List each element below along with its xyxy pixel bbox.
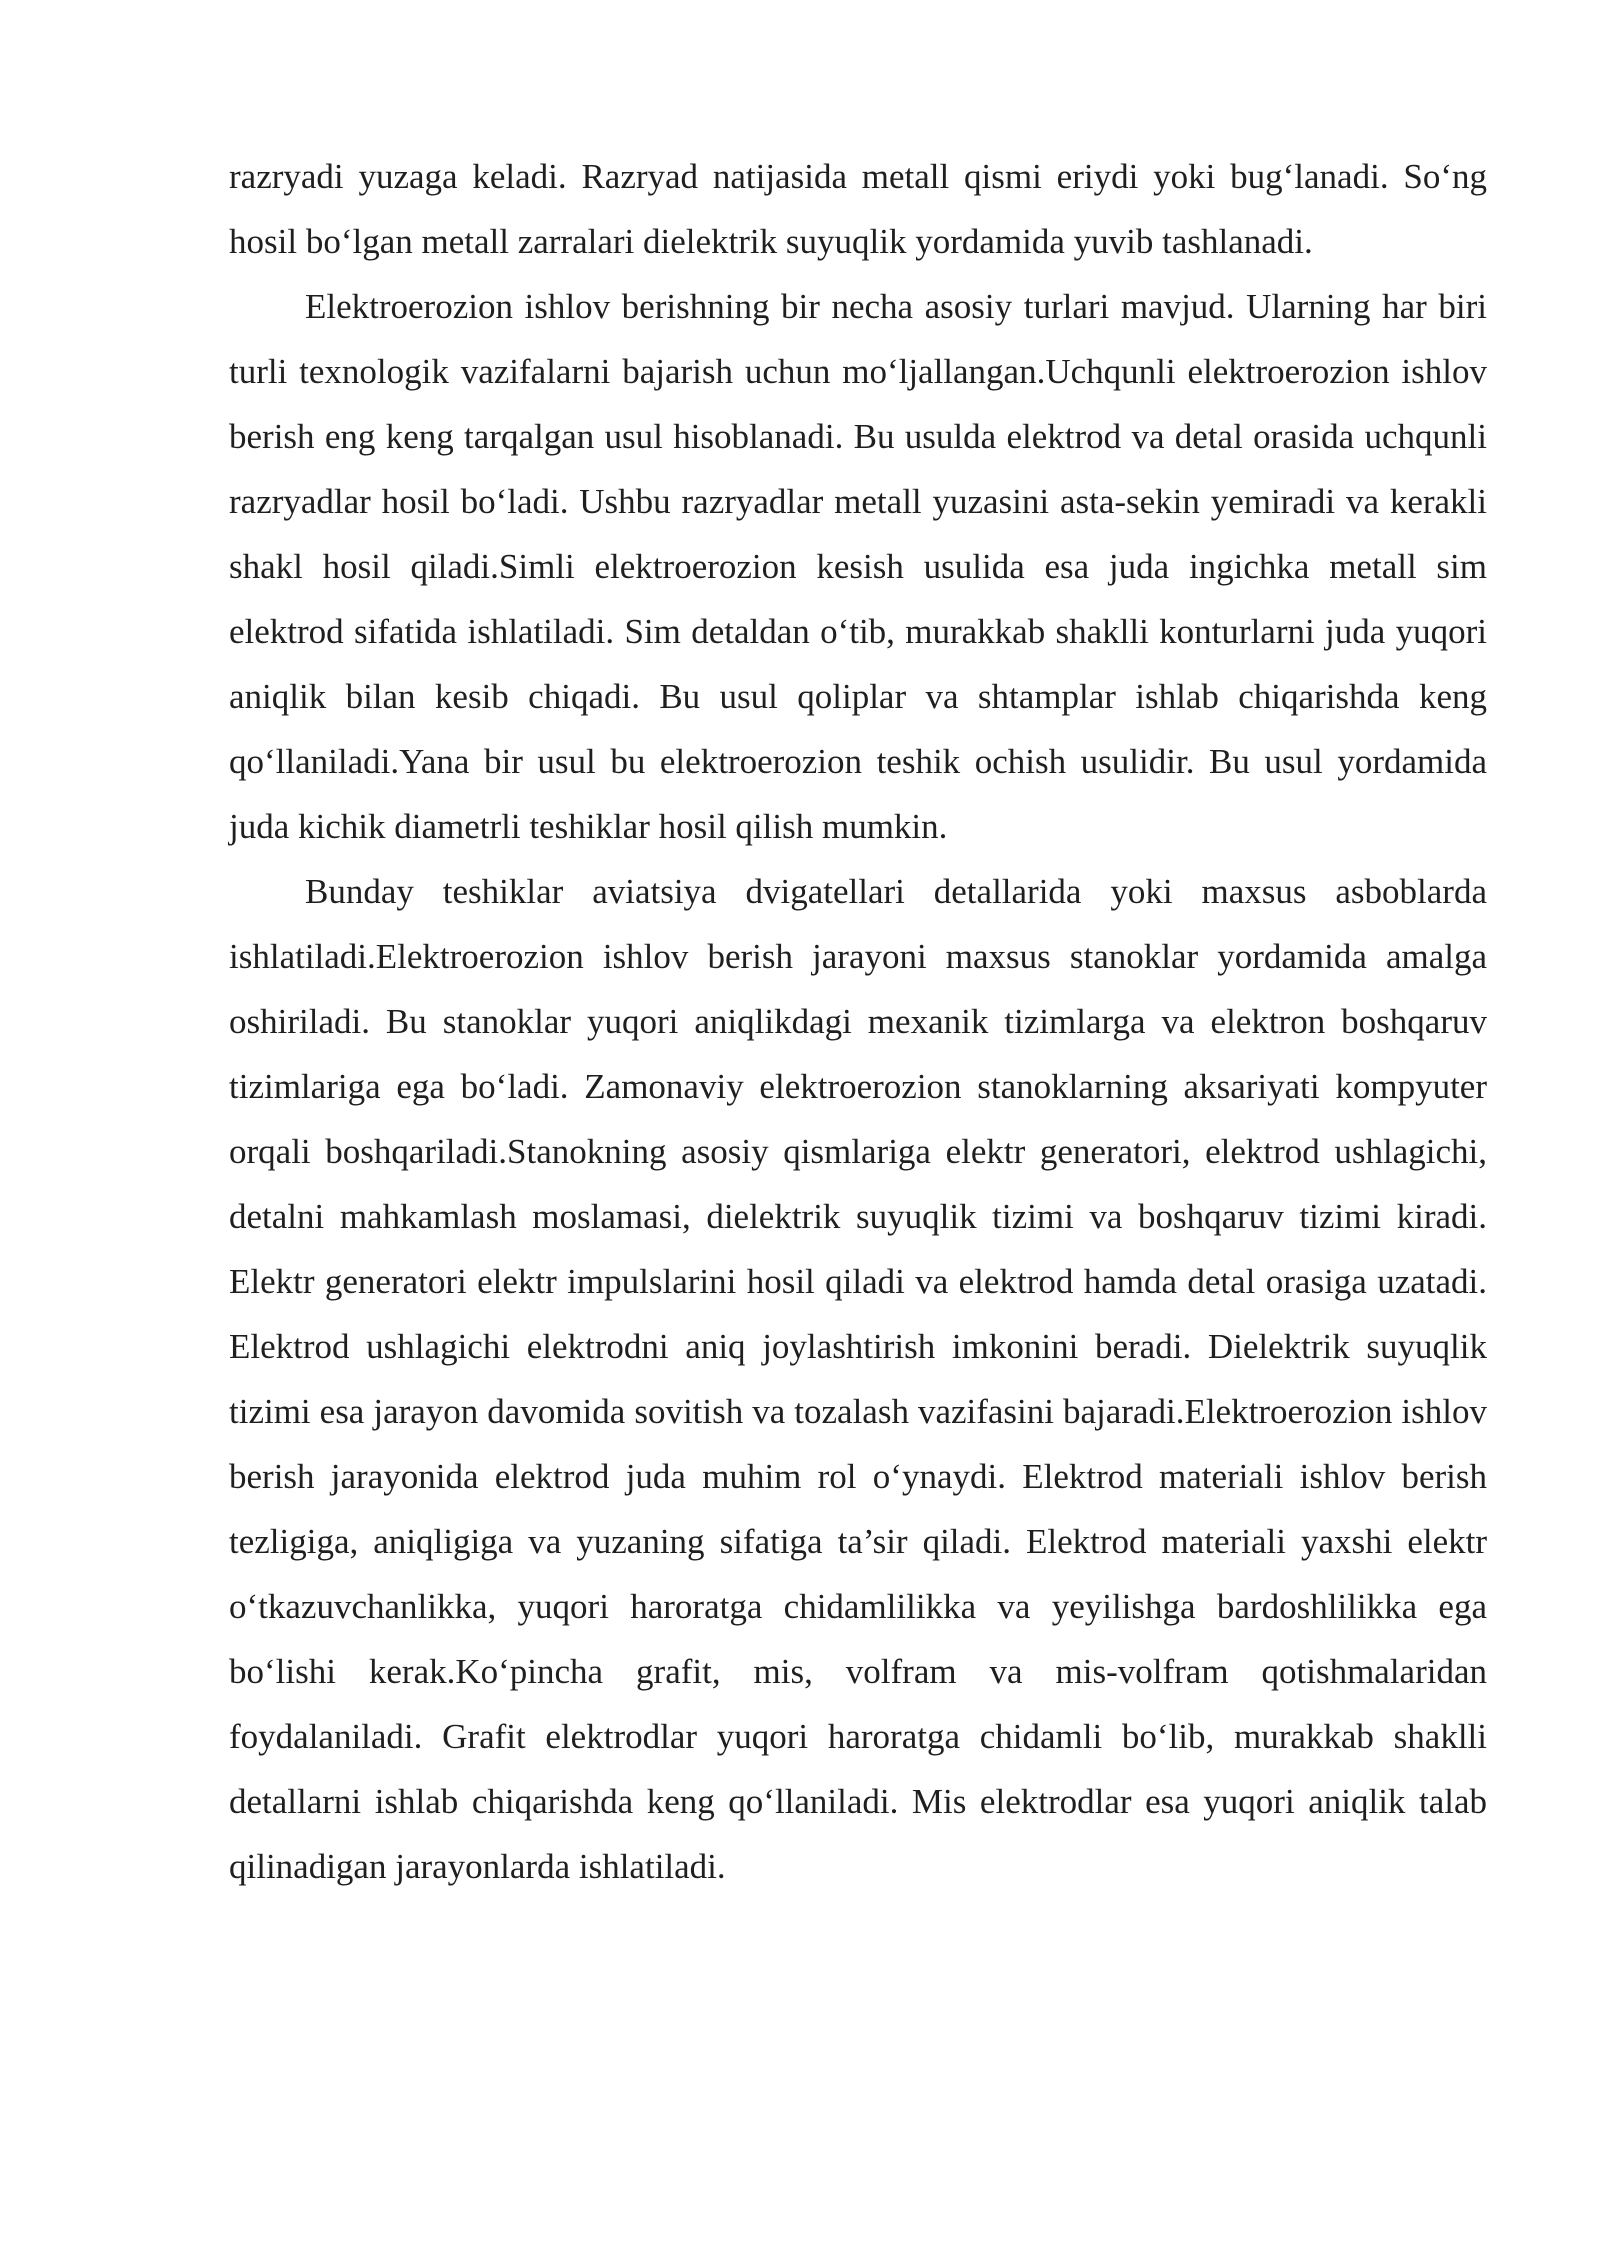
paragraph-edm-types: Elektroerozion ishlov berishning bir necha asosiy turlari mavjud. Ularning har biri turli texnologik vazifalarni bajarish uchun mo‘ljallangan.Uchqunli elektroerozion ishlov berish eng keng tarqalgan usul hisoblanadi. Bu usulda elektrod va detal orasida uchqunli razryadlar hosil bo‘ladi. Ushbu razryadlar metall yuzasini asta-sekin yemiradi va kerakli shakl hosil qiladi.Simli elektroerozion kesish usulida esa juda ingichka metall sim elektrod sifatida ishlatiladi. Sim detaldan o‘tib, murakkab shaklli konturlarni juda yuqori aniqlik bilan kesib chiqadi. Bu usul qoliplar va shtamplar ishlab chiqarishda keng qo‘llaniladi.Yana bir usul bu elektroerozion teshik ochish usulidir. Bu usul yordamida juda kichik diametrli teshiklar hosil qilish mumkin.	[229, 287, 1487, 846]
paragraph-continuation: razryadi yuzaga keladi. Razryad natijasida metall qismi eriydi yoki bug‘lanadi. So‘ng hosil bo‘lgan metall zarralari dielektrik suyuqlik yordamida yuvib tashlanadi.	[229, 157, 1487, 261]
paragraph-edm-machines: Bunday teshiklar aviatsiya dvigatellari detallarida yoki maxsus asboblarda ishlatiladi.Elektroerozion ishlov berish jarayoni maxsus stanoklar yordamida amalga oshiriladi. Bu stanoklar yuqori aniqlikdagi mexanik tizimlarga va elektron boshqaruv tizimlariga ega bo‘ladi. Zamonaviy elektroerozion stanoklarning aksariyati kompyuter orqali boshqariladi.Stanokning asosiy qismlariga elektr generatori, elektrod ushlagichi, detalni mahkamlash moslamasi, dielektrik suyuqlik tizimi va boshqaruv tizimi kiradi. Elektr generatori elektr impulslarini hosil qiladi va elektrod hamda detal orasiga uzatadi. Elektrod ushlagichi elektrodni aniq joylashtirish imkonini beradi. Dielektrik suyuqlik tizimi esa jarayon davomida sovitish va tozalash vazifasini bajaradi.Elektroerozion ishlov berish jarayonida elektrod juda muhim rol o‘ynaydi. Elektrod materiali ishlov berish tezligiga, aniqligiga va yuzaning sifatiga ta’sir qiladi. Elektrod materiali yaxshi elektr o‘tkazuvchanlikka, yuqori haroratga chidamlilikka va yeyilishga bardoshlilikka ega bo‘lishi kerak.Ko‘pincha grafit, mis, volfram va mis-volfram qotishmalaridan foydalaniladi. Grafit elektrodlar yuqori haroratga chidamli bo‘lib, murakkab shaklli detallarni ishlab chiqarishda keng qo‘llaniladi. Mis elektrodlar esa yuqori aniqlik talab qilinadigan jarayonlarda ishlatiladi.	[229, 872, 1487, 1886]
body-text	[229, 144, 1487, 1899]
